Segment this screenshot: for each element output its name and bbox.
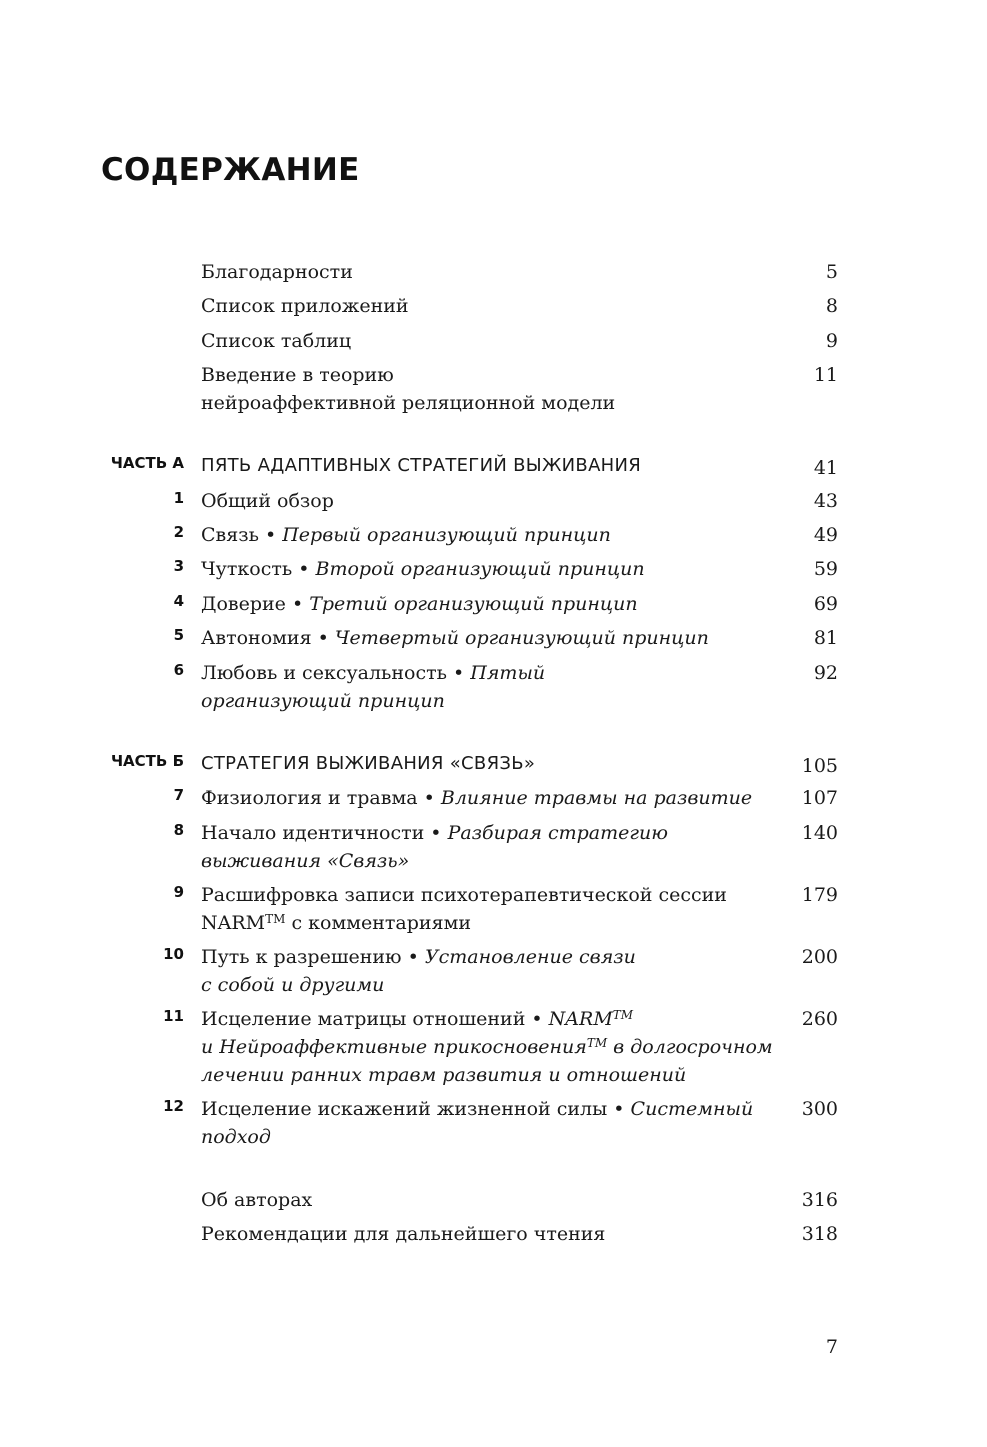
toc-entry-title: Об авторах [201,1189,313,1211]
toc-entry-title: Список таблиц [201,330,352,352]
chapter-page: 140 [801,822,838,844]
toc-entry-page: 8 [825,295,838,317]
chapter-page: 107 [801,787,838,809]
chapter-title: Физиология и травма • Влияние травмы на развитие [201,787,753,809]
toc-entry-page: 11 [813,364,838,386]
part-title: ПЯТЬ АДАПТИВНЫХ СТРАТЕГИЙ ВЫЖИВАНИЯ [201,455,642,476]
chapter-page: 59 [813,558,838,580]
chapter-title: Путь к разрешению • Установление связи с собой и другими [201,946,636,996]
chapter-page: 43 [813,490,838,512]
chapter-number: 10 [163,945,184,963]
chapter-page: 260 [801,1008,838,1030]
chapter-number: 7 [173,786,184,804]
chapter-title: Общий обзор [201,490,334,512]
chapter-number: 11 [163,1007,184,1025]
chapter-number: 5 [173,626,184,644]
toc-entry-page: 316 [801,1189,838,1211]
toc-entry-page: 318 [801,1223,838,1245]
toc-entry-page: 9 [825,330,838,352]
toc-entry-title: Список приложений [201,295,409,317]
page-title: СОДЕРЖАНИЕ [101,152,360,188]
part-title: СТРАТЕГИЯ ВЫЖИВАНИЯ «СВЯЗЬ» [201,753,536,774]
toc-entry-title: Введение в теорию нейроаффективной реляционной модели [201,364,616,414]
chapter-number: 12 [163,1097,184,1115]
chapter-number: 4 [173,592,184,610]
chapter-page: 200 [801,946,838,968]
chapter-page: 92 [813,662,838,684]
chapter-number: 2 [173,523,184,541]
chapter-number: 6 [173,661,184,679]
chapter-number: 3 [173,557,184,575]
toc-entry-page: 5 [825,261,838,283]
page-number: 7 [825,1336,838,1358]
chapter-title: Любовь и сексуальность • Пятый организующий принцип [201,662,546,712]
chapter-page: 49 [813,524,838,546]
chapter-title: Исцеление матрицы отношений • NARM™ и Нейроаффективные прикосновения™ в долгосрочном лечении ранних травм развития и отношений [201,1008,773,1086]
chapter-title: Начало идентичности • Разбирая стратегию выживания «Связь» [201,822,668,872]
chapter-number: 1 [173,489,184,507]
chapter-number: 9 [173,883,184,901]
chapter-title: Исцеление искажений жизненной силы • Системный подход [201,1098,754,1148]
chapter-number: 8 [173,821,184,839]
chapter-title: Чуткость • Второй организующий принцип [201,558,645,580]
chapter-title: Связь • Первый организующий принцип [201,524,611,546]
part-label: ЧАСТЬ А [110,454,184,472]
toc-entry-title: Рекомендации для дальнейшего чтения [201,1223,606,1245]
chapter-title: Расшифровка записи психотерапевтической сессии NARM™ с комментариями [201,884,727,934]
part-label: ЧАСТЬ Б [110,752,184,770]
chapter-page: 179 [801,884,838,906]
chapter-page: 69 [813,593,838,615]
part-page: 105 [801,755,838,777]
chapter-page: 81 [813,627,838,649]
chapter-title: Автономия • Четвертый организующий принцип [201,627,709,649]
chapter-page: 300 [801,1098,838,1120]
toc-entry-title: Благодарности [201,261,353,283]
part-page: 41 [813,457,838,479]
chapter-title: Доверие • Третий организующий принцип [201,593,638,615]
